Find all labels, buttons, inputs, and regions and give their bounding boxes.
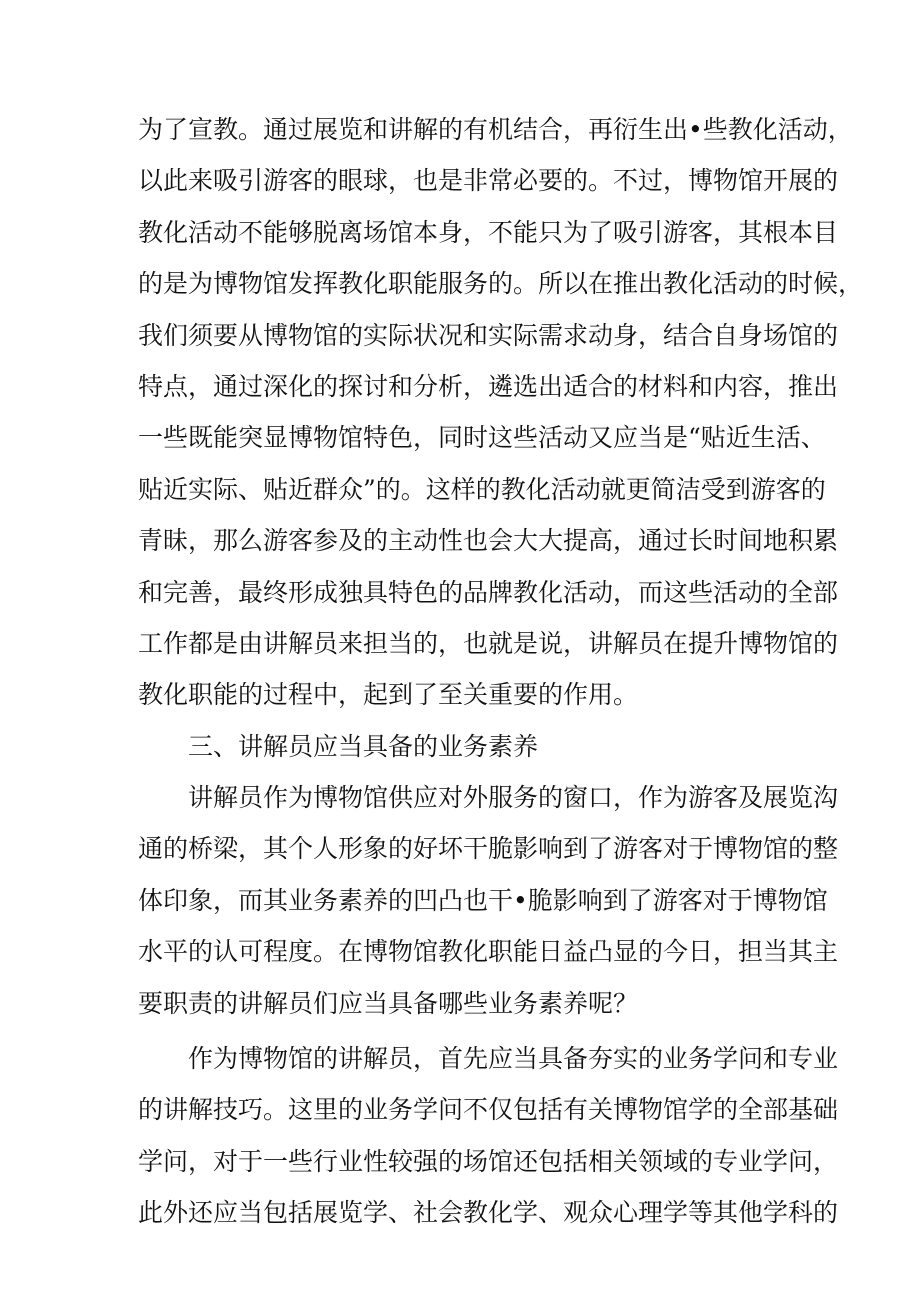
text-line: 和完善，最终形成独具特色的品牌教化活动，而这些活动的全部	[138, 577, 839, 607]
text-line: 通的桥梁，其个人形象的好坏干脆影响到了游客对于博物馆的整	[138, 834, 839, 864]
text-line: 我们须要从博物馆的实际状况和实际需求动身，结合自身场馆的	[138, 320, 839, 350]
text-line: 为了宣教。通过展览和讲解的有机结合，再衍生出•些教化活动，	[138, 115, 853, 144]
text-line: 体印象，而其业务素养的凹凸也干•脆影响到了游客对于博物馆	[138, 885, 828, 915]
paragraph-guide-role	[138, 772, 839, 1029]
text-line: 以此来吸引游客的眼球，也是非常必要的。不过，博物馆开展的	[138, 166, 839, 196]
text-line: 的是为博物馆发挥教化职能服务的。所以在推出教化活动的时候，	[138, 269, 864, 299]
paragraph-guide-knowledge	[138, 1033, 839, 1239]
text-line: 的讲解技巧。这里的业务学问不仅包括有关博物馆学的全部基础	[138, 1095, 839, 1125]
paragraph-museum-education	[138, 104, 864, 721]
text-line: 特点，通过深化的探讨和分析，遴选出适合的材料和内容，推出	[138, 371, 839, 401]
text-line: 作为博物馆的讲解员，首先应当具备夯实的业务学问和专业	[188, 1044, 839, 1074]
text-line: 青昧，那么游客参及的主动性也会大大提高，通过长时间地积累	[138, 526, 839, 556]
text-line: 工作都是由讲解员来担当的，也就是说，讲解员在提升博物馆的	[138, 628, 839, 658]
text-line: 水平的认可程度。在博物馆教化职能日益凸显的今日，担当其主	[138, 937, 839, 967]
document-body	[138, 104, 864, 1239]
text-line: 教化职能的过程中，起到了至关重要的作用。	[138, 680, 639, 710]
text-line: 贴近实际、贴近群众”的。这样的教化活动就更简洁受到游客的	[138, 474, 826, 504]
text-line: 教化活动不能够脱离场馆本身，不能只为了吸引游客，其根本目	[138, 217, 839, 247]
text-line: 学问，对于一些行业性较强的场馆还包括相关领域的专业学问，	[138, 1146, 839, 1176]
text-line: 此外还应当包括展览学、社会教化学、观众心理学等其他学科的	[138, 1198, 839, 1228]
text-line: 讲解员作为博物馆供应对外服务的窗口，作为游客及展览沟	[188, 783, 839, 813]
text-line: 一些既能突显博物馆特色，同时这些活动又应当是“贴近生活、	[138, 423, 826, 453]
section-heading: 三、讲解员应当具备的业务素养	[188, 731, 539, 761]
text-line: 要职责的讲解员们应当具备哪些业务素养呢？	[138, 988, 639, 1018]
